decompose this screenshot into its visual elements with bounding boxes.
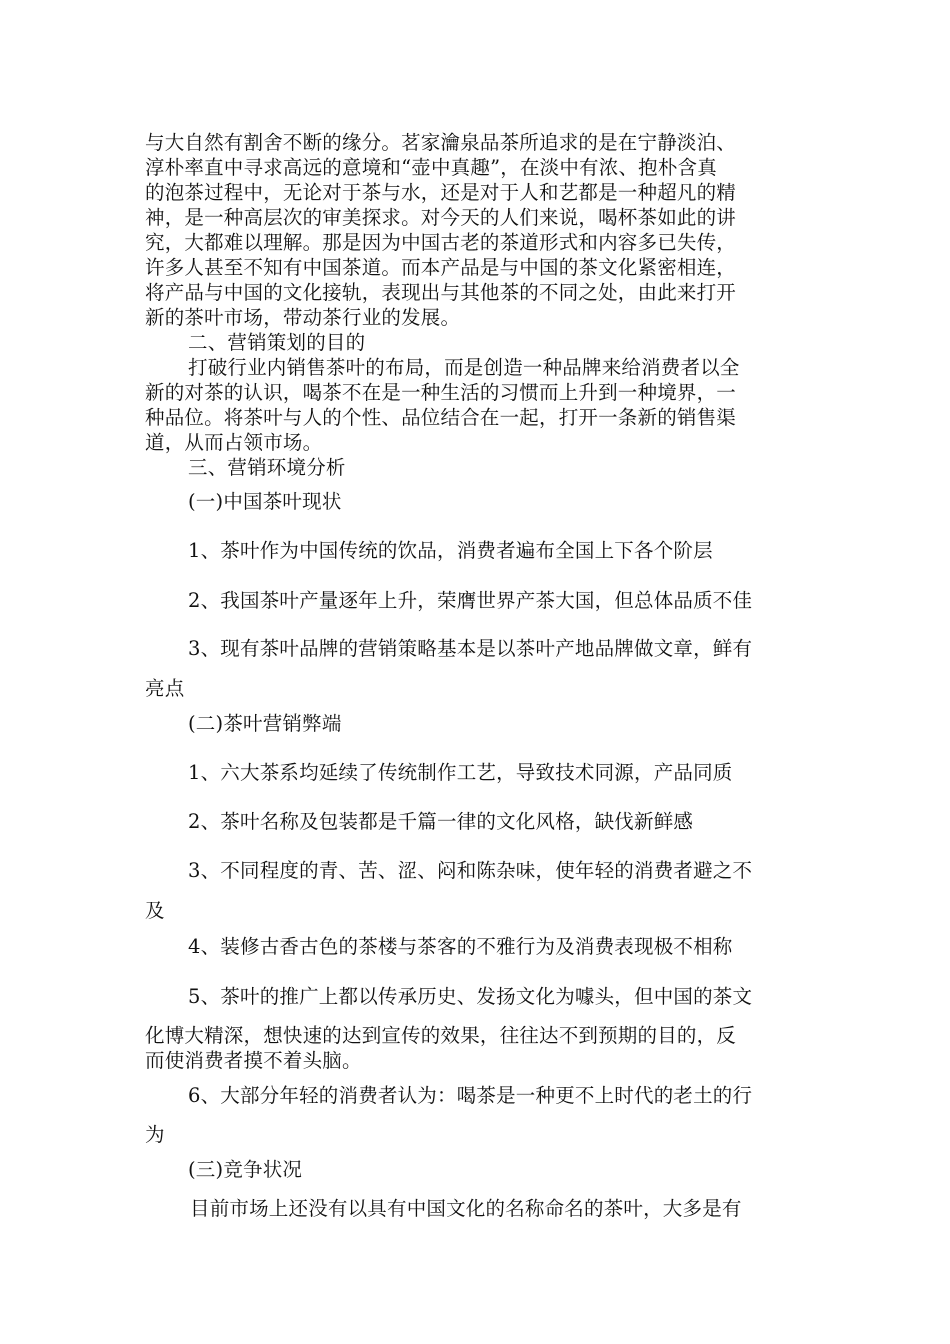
sub1-item-3-cont: 亮点: [145, 677, 185, 700]
intro-line-8: 新的茶叶市场，带动茶行业的发展。: [145, 306, 461, 329]
sub2-item-5-cont-1: 化博大精深，想快速的达到宣传的效果，往往达不到预期的目的，反: [145, 1024, 737, 1047]
sub1-item-1: 1、茶叶作为中国传统的饮品，消费者遍布全国上下各个阶层: [188, 539, 713, 562]
sub2-item-1: 1、六大茶系均延续了传统制作工艺，导致技术同源，产品同质: [188, 761, 733, 784]
section2-line-2: 新的对茶的认识，喝茶不在是一种生活的习惯而上升到一种境界，一: [145, 381, 737, 404]
intro-line-1: 与大自然有割舍不断的缘分。茗家瀹泉品茶所追求的是在宁静淡泊、: [145, 131, 737, 154]
section3-heading: 三、营销环境分析: [188, 456, 346, 479]
section2-line-3: 种品位。将茶叶与人的个性、品位结合在一起，打开一条新的销售渠: [145, 406, 737, 429]
intro-line-7: 将产品与中国的文化接轨，表现出与其他茶的不同之处，由此来打开: [145, 281, 737, 304]
intro-line-2: 淳朴率直中寻求高远的意境和“壶中真趣”，在淡中有浓、抱朴含真: [145, 156, 717, 179]
sub2-item-4: 4、装修古香古色的茶楼与茶客的不雅行为及消费表现极不相称: [188, 935, 733, 958]
sub1-heading: (一)中国茶叶现状: [188, 490, 342, 513]
sub2-item-6-cont: 为: [145, 1123, 165, 1146]
intro-line-6: 许多人甚至不知有中国茶道。而本产品是与中国的茶文化紧密相连，: [145, 256, 737, 279]
sub2-item-5: 5、茶叶的推广上都以传承历史、发扬文化为噱头，但中国的茶文: [188, 985, 753, 1008]
intro-line-4: 神，是一种高层次的审美探求。对今天的人们来说，喝杯茶如此的讲: [145, 206, 737, 229]
sub3-line-1: 目前市场上还没有以具有中国文化的名称命名的茶叶，大多是有: [190, 1197, 742, 1220]
sub2-item-5-cont-2: 而使消费者摸不着头脑。: [145, 1049, 362, 1072]
sub2-heading: (二)茶叶营销弊端: [188, 712, 342, 735]
sub2-item-2: 2、茶叶名称及包装都是千篇一律的文化风格，缺伐新鲜感: [188, 810, 694, 833]
intro-line-3: 的泡茶过程中，无论对于茶与水，还是对于人和艺都是一种超凡的精: [145, 181, 737, 204]
section2-heading: 二、营销策划的目的: [188, 331, 366, 354]
sub1-item-2: 2、我国茶叶产量逐年上升，荣膺世界产茶大国，但总体品质不佳: [188, 589, 753, 612]
sub2-item-3-cont: 及: [145, 899, 165, 922]
sub2-item-3: 3、不同程度的青、苦、涩、闷和陈杂味，使年轻的消费者避之不: [188, 859, 753, 882]
sub3-heading: (三)竞争状况: [188, 1158, 303, 1181]
section2-line-1: 打破行业内销售茶叶的布局，而是创造一种品牌来给消费者以全: [188, 356, 740, 379]
section2-line-4: 道，从而占领市场。: [145, 431, 323, 454]
sub2-item-6: 6、大部分年轻的消费者认为：喝茶是一种更不上时代的老土的行: [188, 1084, 753, 1107]
sub1-item-3: 3、现有茶叶品牌的营销策略基本是以茶叶产地品牌做文章，鲜有: [188, 637, 753, 660]
intro-line-5: 究，大都难以理解。那是因为中国古老的茶道形式和内容多已失传，: [145, 231, 737, 254]
